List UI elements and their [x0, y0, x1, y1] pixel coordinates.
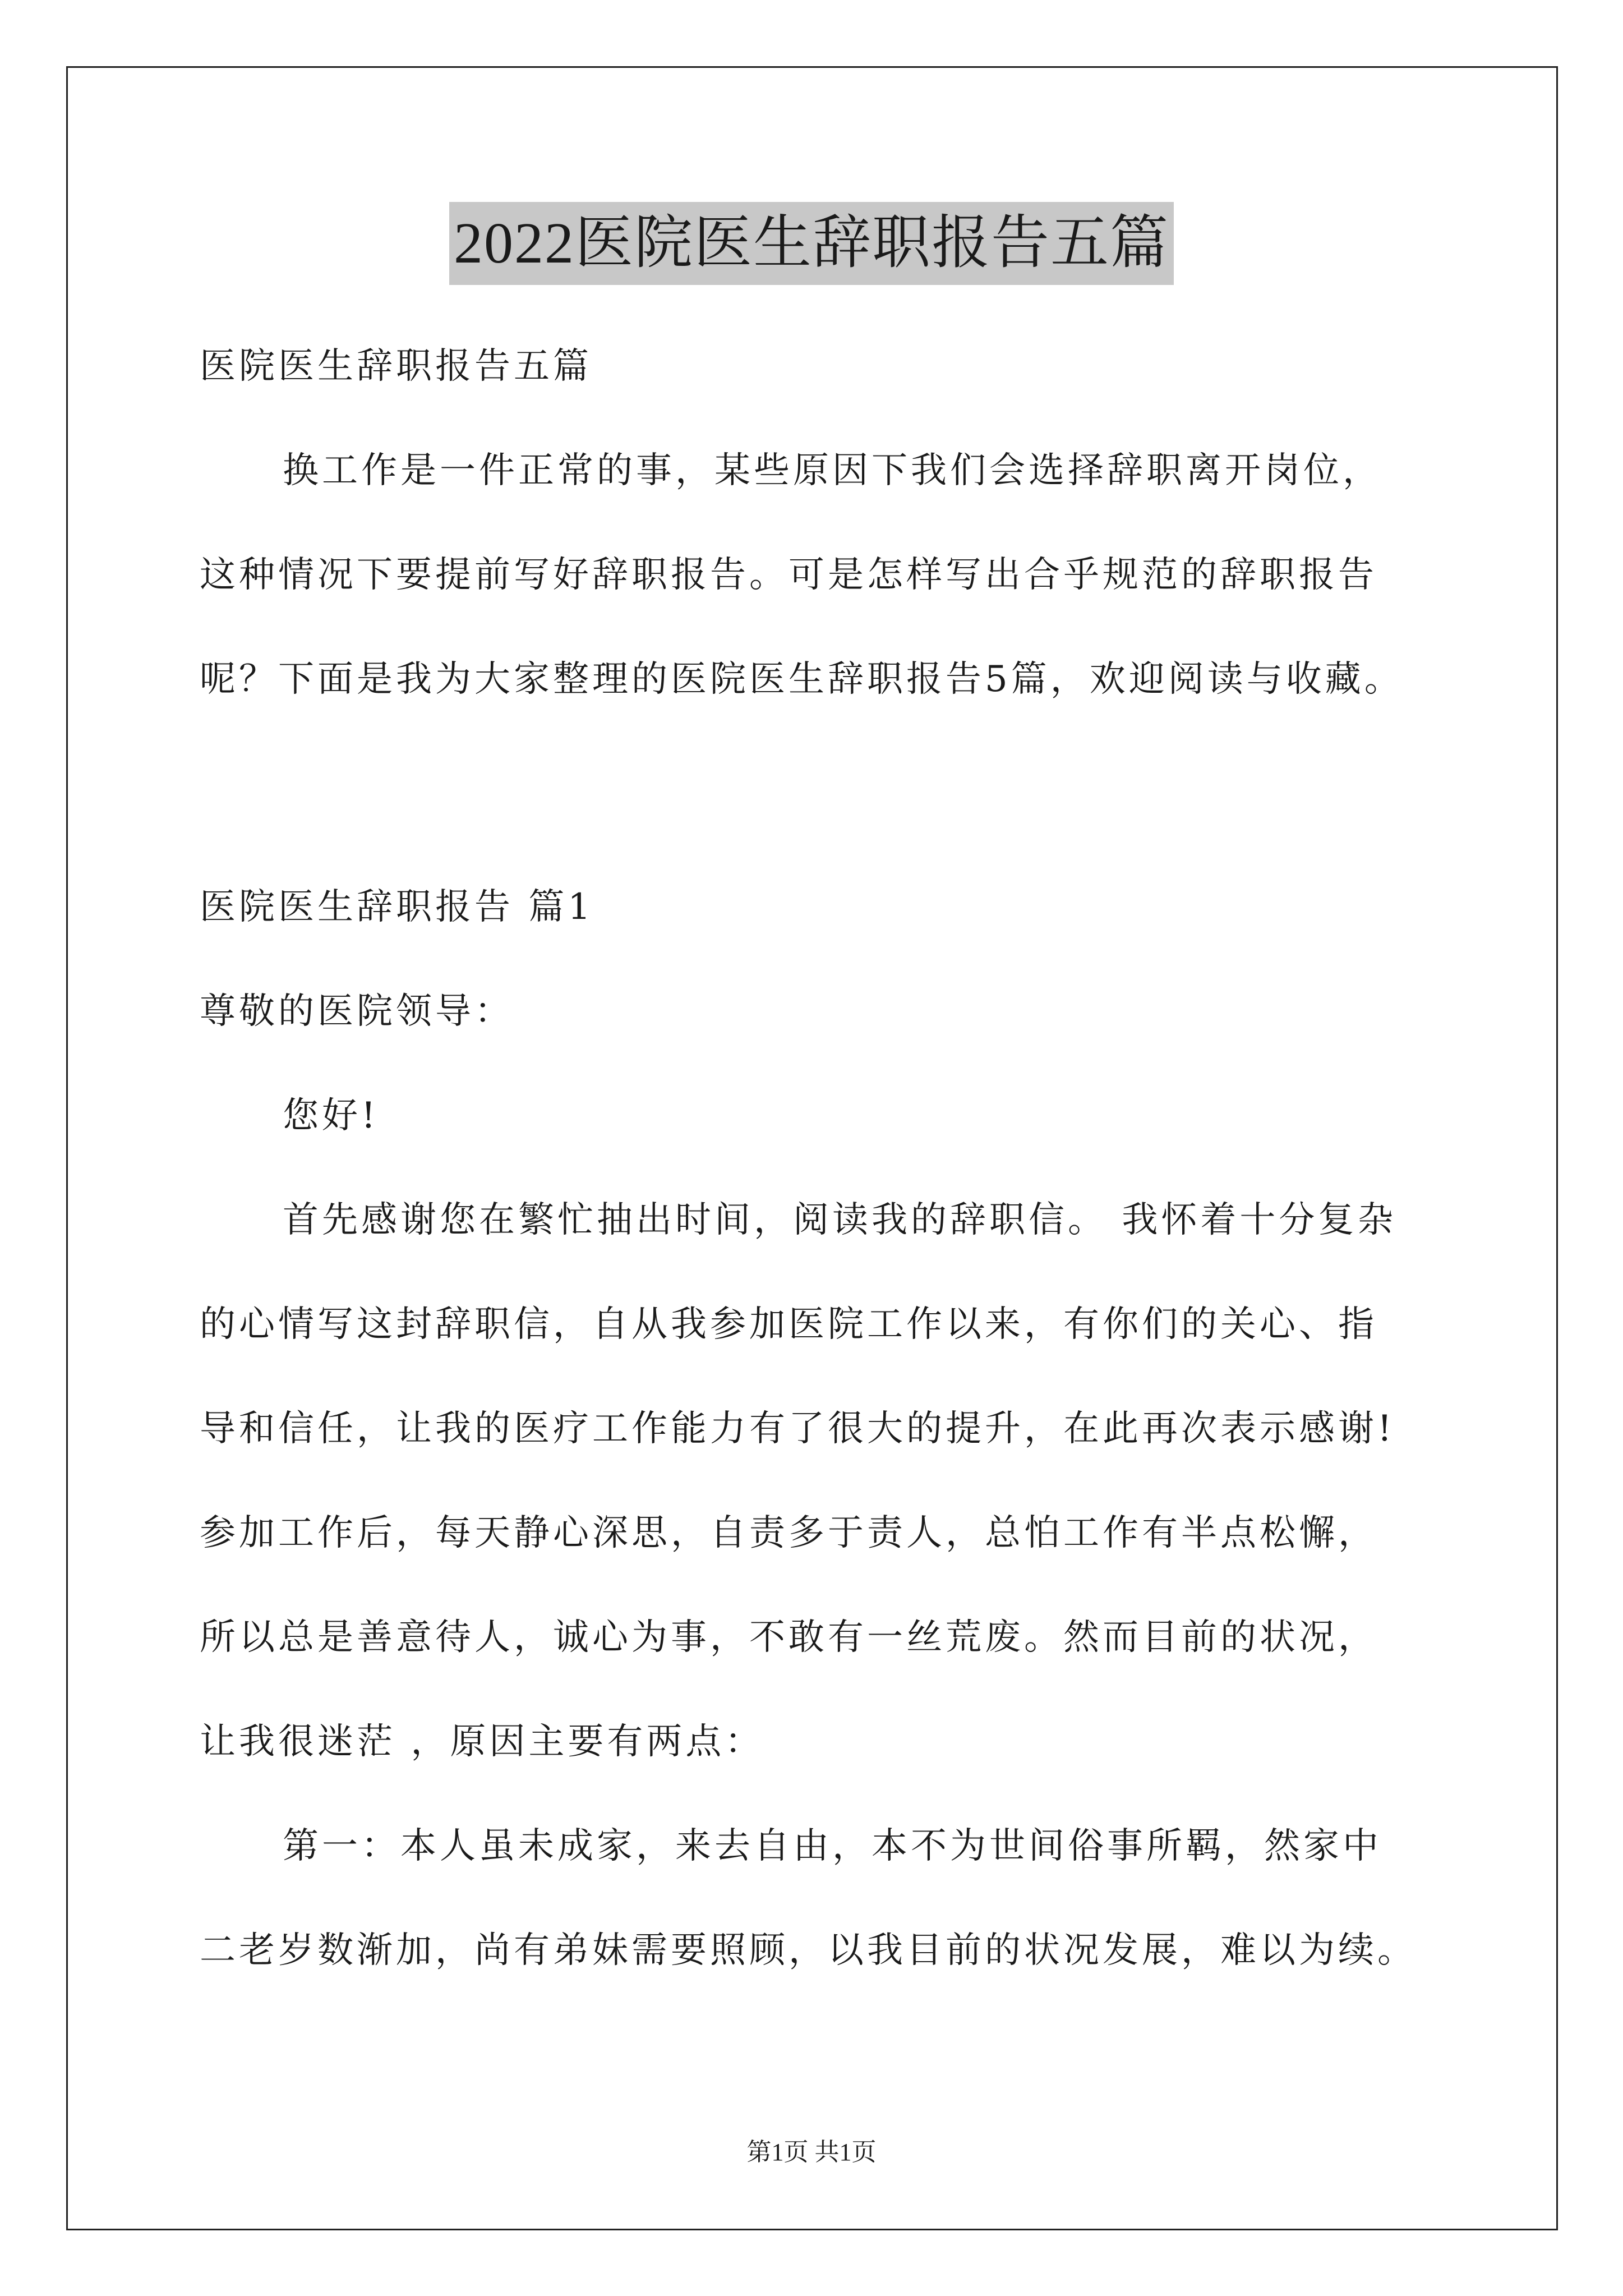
greeting: 您好!	[283, 1095, 379, 1137]
body-line: 让我很迷茫 ，原因主要有两点：	[200, 1721, 764, 1763]
intro-line: 换工作是一件正常的事，某些原因下我们会选择辞职离开岗位，	[283, 450, 1382, 491]
body-line: 所以总是善意待人，诚心为事，不敢有一丝荒废。然而目前的状况，	[200, 1617, 1377, 1658]
spacer	[200, 731, 1433, 855]
document-body	[200, 314, 1433, 2003]
intro-line: 呢？下面是我为大家整理的医院医生辞职报告5篇，欢迎阅读与收藏。	[200, 659, 1404, 700]
point-line: 二老岁数渐加，尚有弟妹需要照顾，以我目前的状况发展，难以为续。	[200, 1930, 1417, 1971]
subtitle: 医院医生辞职报告五篇	[200, 346, 592, 387]
intro-line: 这种情况下要提前写好辞职报告。可是怎样写出合乎规范的辞职报告	[200, 554, 1377, 596]
body-line: 的心情写这封辞职信，自从我参加医院工作以来，有你们的关心、指	[200, 1304, 1377, 1345]
section-heading: 医院医生辞职报告 篇1	[200, 886, 594, 928]
point-line: 第一：本人虽未成家，来去自由，本不为世间俗事所羁，然家中	[283, 1825, 1382, 1867]
document-title: 2022医院医生辞职报告五篇	[449, 202, 1174, 285]
page-footer: 第1页 共1页	[746, 2138, 877, 2166]
body-line: 参加工作后，每天静心深思，自责多于责人，总怕工作有半点松懈，	[200, 1512, 1377, 1554]
body-line: 导和信任，让我的医疗工作能力有了很大的提升，在此再次表示感谢!	[200, 1408, 1395, 1450]
title-container	[0, 202, 1623, 285]
salutation: 尊敬的医院领导：	[200, 991, 514, 1032]
body-line: 首先感谢您在繁忙抽出时间，阅读我的辞职信。 我怀着十分复杂	[283, 1199, 1397, 1241]
